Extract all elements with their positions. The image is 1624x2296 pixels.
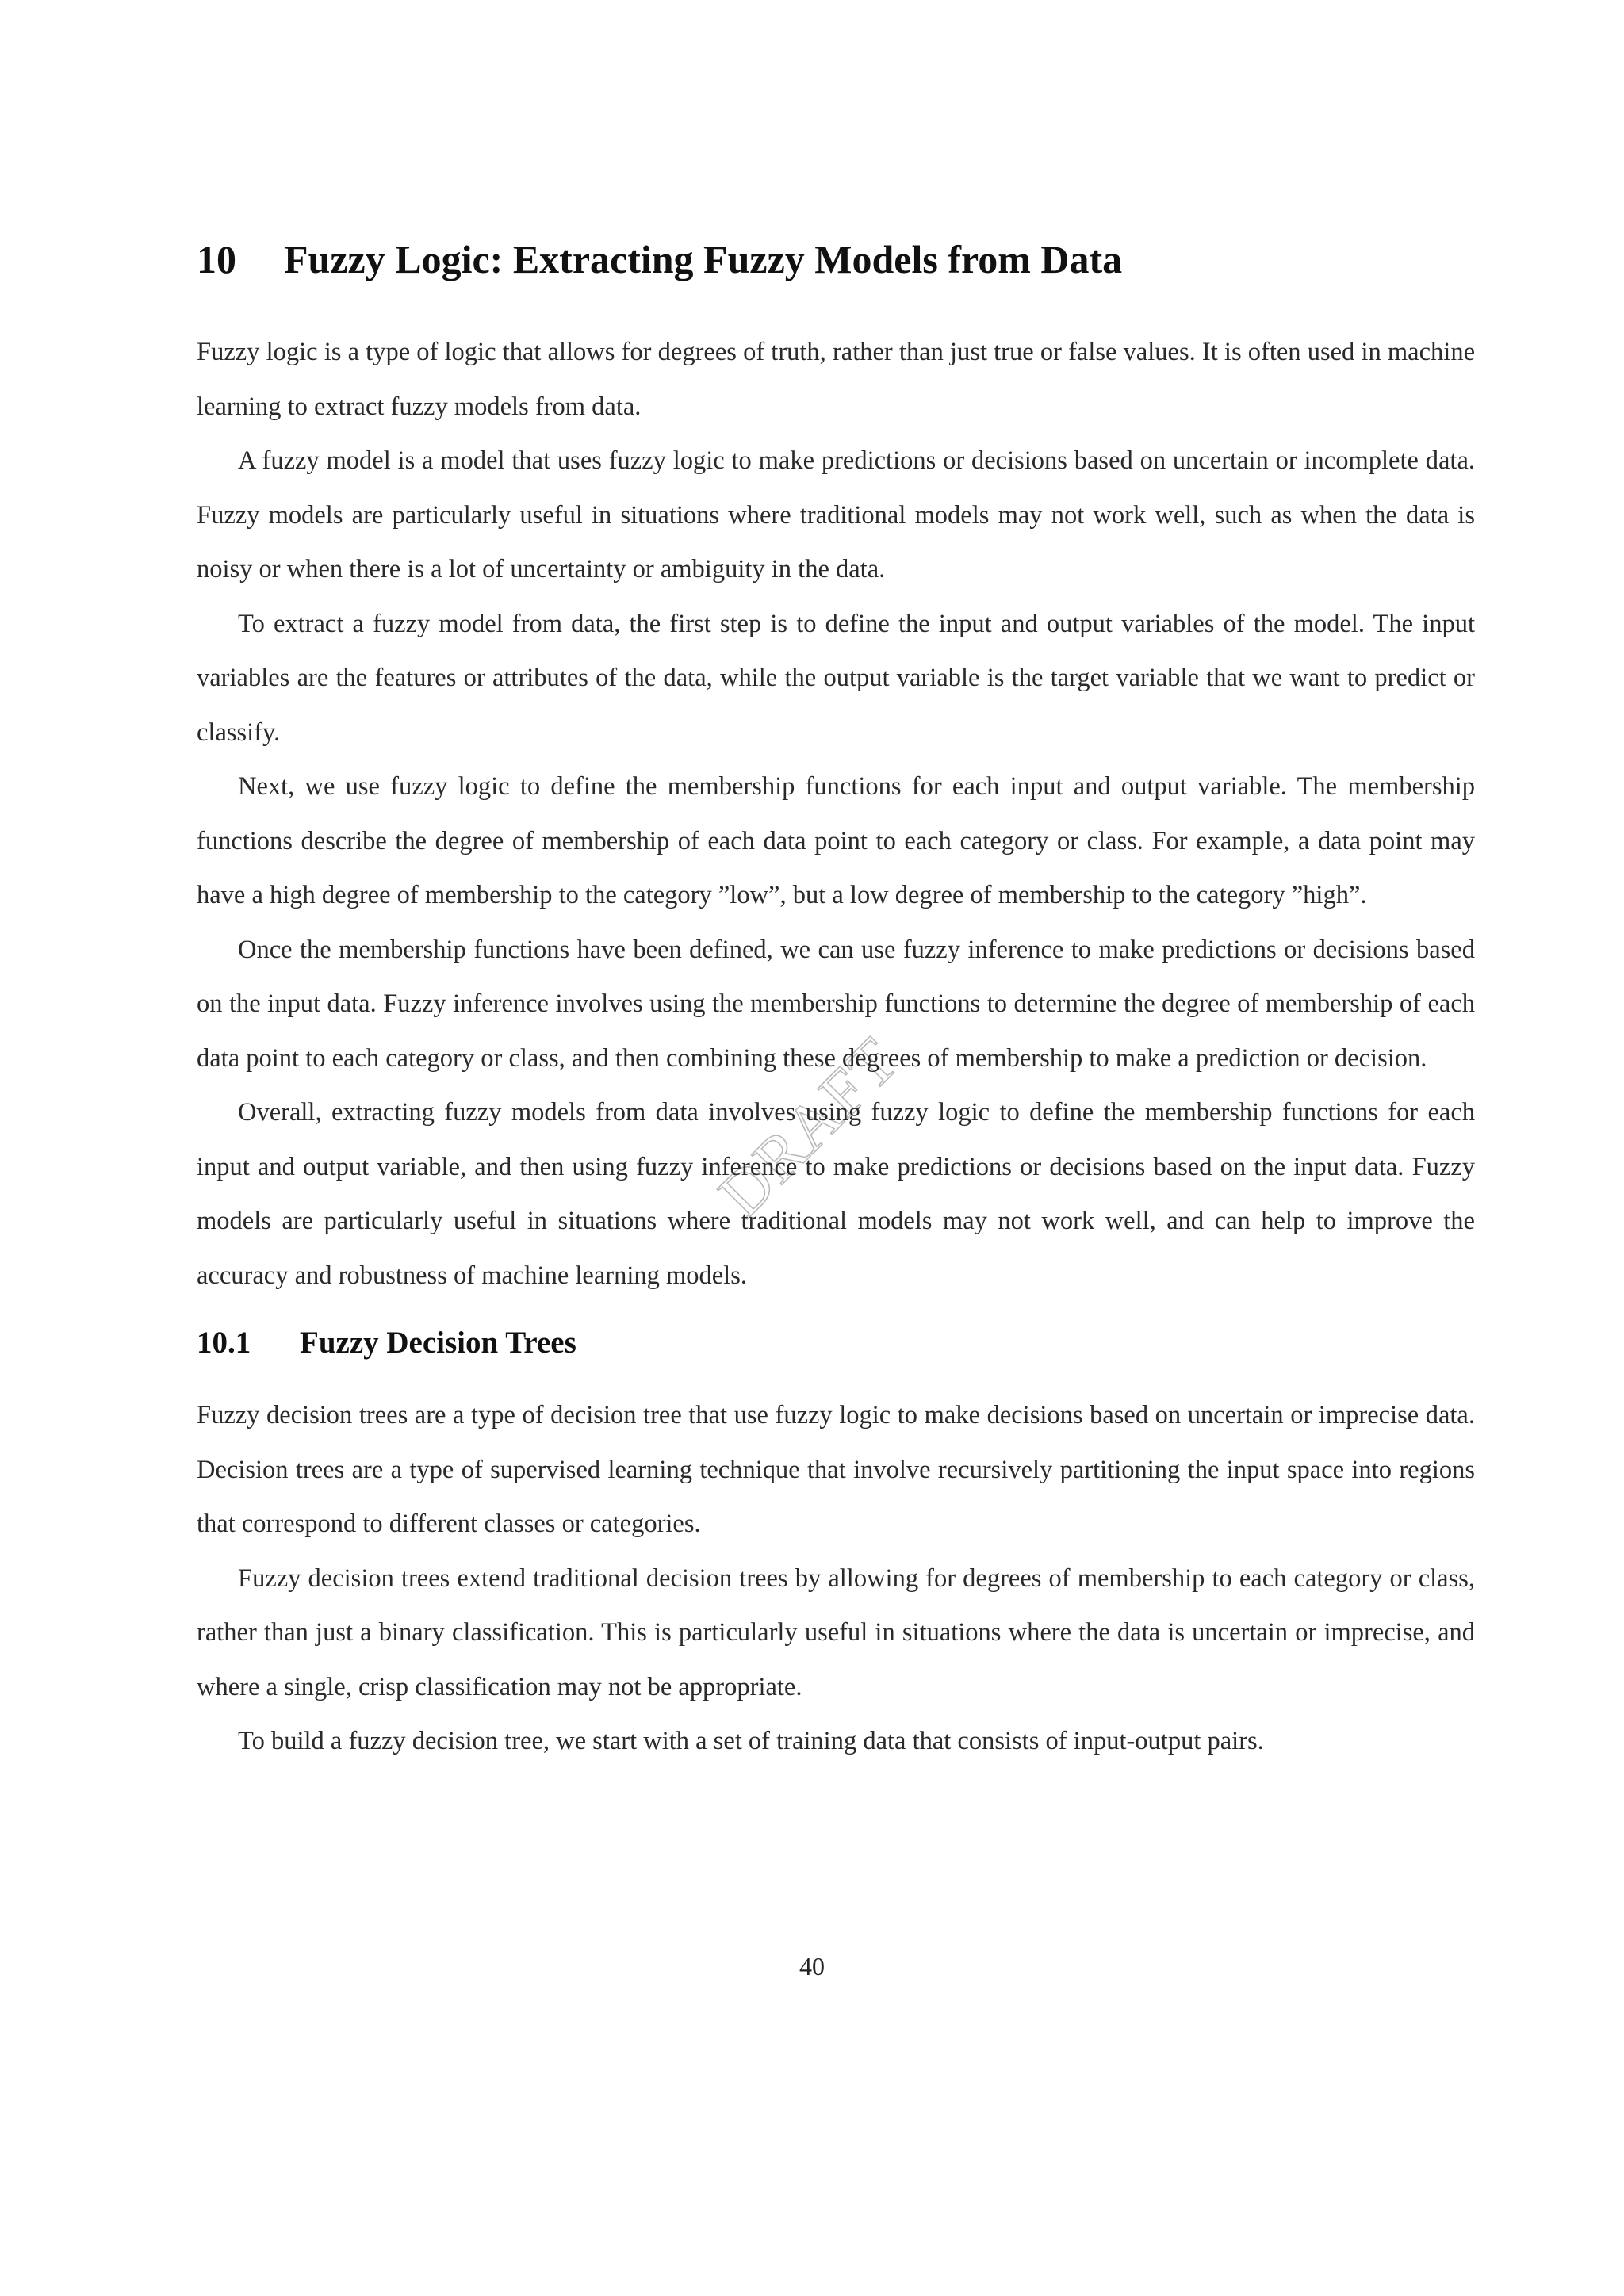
subsection-heading bbox=[197, 1320, 1475, 1366]
paragraph-intro: Fuzzy logic is a type of logic that allows for degrees of truth, rather than just true or false values. It is often used in machine learning to extract fuzzy models from data. bbox=[197, 338, 1475, 421]
subsection-number: 10.1 bbox=[197, 1326, 251, 1360]
page-number: 40 bbox=[799, 1952, 825, 1980]
section-number: 10 bbox=[197, 237, 236, 281]
paragraph-membership-functions: Next, we use fuzzy logic to define the membership functions for each input and output variable. The membership functions describe the degree of membership of each data point to each category or class. For example, a data point may have a high degree of membership to the category ”low”, but a low degree of membership to the category ”high”. bbox=[197, 772, 1475, 909]
paragraph-extract-model: To extract a fuzzy model from data, the first step is to define the input and output variables of the model. The input variables are the features or attributes of the data, while the output variable is the target variable that we want to predict or classify. bbox=[197, 609, 1475, 747]
paragraph-extend-trees: Fuzzy decision trees extend traditional decision trees by allowing for degrees of membership to each category or class, rather than just a binary classification. This is particularly useful in situations where the data is uncertain or imprecise, and where a single, crisp classification may not be appropriate. bbox=[197, 1563, 1475, 1701]
paragraph-fuzzy-inference: Once the membership functions have been defined, we can use fuzzy inference to make predictions or decisions based on the input data. Fuzzy inference involves using the membership functions to determine the degree of membership of each data point to each category or class, and then combining these degrees of membership to make a prediction or decision. bbox=[197, 935, 1475, 1073]
draft-watermark: DRAFT bbox=[704, 1023, 913, 1231]
paragraph-build-tree: To build a fuzzy decision tree, we start with a set of training data that consists of input-output pairs. bbox=[238, 1727, 1264, 1755]
subsection-title: Fuzzy Decision Trees bbox=[300, 1326, 576, 1360]
section-title: Fuzzy Logic: Extracting Fuzzy Models from Data bbox=[284, 237, 1123, 281]
paragraph-fuzzy-model: A fuzzy model is a model that uses fuzzy logic to make predictions or decisions based on uncertain or incomplete data. Fuzzy models are particularly useful in situations where traditional models may not work well, such as when the data is noisy or when there is a lot of uncertainty or ambiguity in the data. bbox=[197, 446, 1475, 584]
paragraph-overall: Overall, extracting fuzzy models from data involves using fuzzy logic to define the membership functions for each input and output variable, and then using fuzzy inference to make predictions or decisions based on the input data. Fuzzy models are particularly useful in situations where traditional models may not work well, and can help to improve the accuracy and robustness of machine learning models. bbox=[197, 1098, 1475, 1290]
section-heading bbox=[197, 235, 1475, 284]
paragraph-decision-trees: Fuzzy decision trees are a type of decision tree that use fuzzy logic to make decisions based on uncertain or imprecise data. Decision trees are a type of supervised learning technique that involve recursively partitioning the input space into regions that correspond to different classes or categories. bbox=[197, 1401, 1475, 1538]
page-content bbox=[197, 235, 1475, 1769]
